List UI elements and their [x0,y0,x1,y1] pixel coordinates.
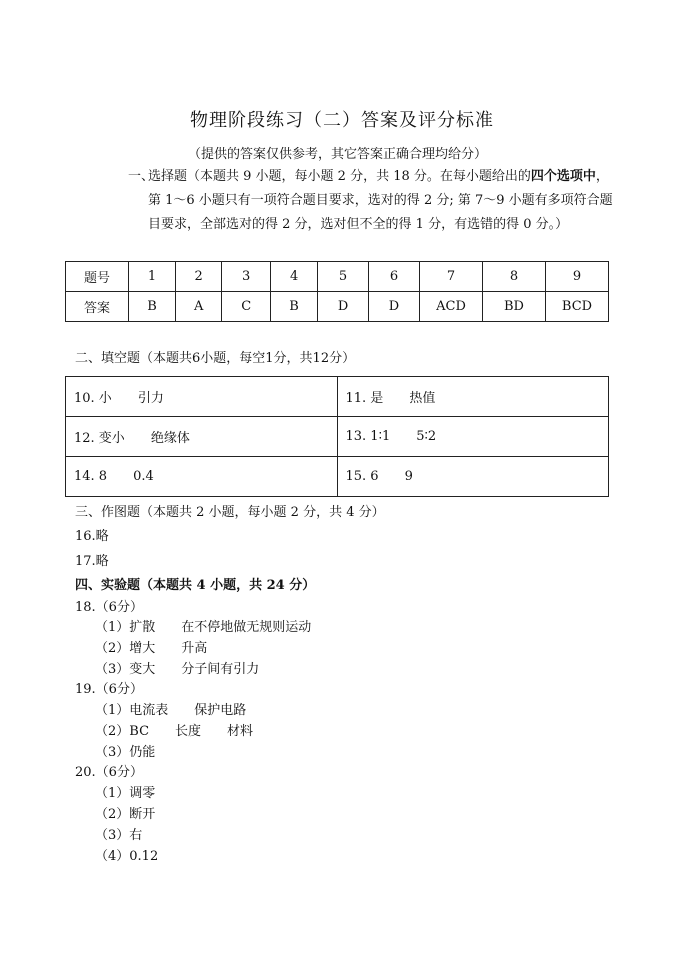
answer-text: （1）扩散 [95,620,156,635]
section-1-instructions [128,165,614,237]
table-cell: B [271,292,318,322]
answer-text: （2）增大 [95,641,156,656]
answer-text: 热值 [409,391,436,406]
section-2-heading: 二、填空题（本题共6小题，每空1分，共12分） [75,351,356,366]
answer-line: （4）0.12 [95,849,159,864]
answer-line [95,616,311,635]
answer-17: 17.略 [75,554,109,569]
answer-text: （2）BC [95,724,150,739]
section-4-heading: 四、实验题（本题共 4 小题，共 24 分） [75,578,316,593]
table-cell [337,377,609,417]
section-1-text-part: 选择题（本题共 9 小题，每小题 2 分，共 18 分。在每小题给出的 [148,169,531,184]
table-row [66,377,609,417]
answer-text: （3）仍能 [95,745,156,760]
answer-text: 长度 [175,724,202,739]
scoring-note: （提供的答案仅供参考，其它答案正确合理均给分） [188,147,488,162]
answer-text: 升高 [181,641,208,656]
table-row [66,457,609,497]
table-row-answers [66,292,609,322]
table-cell: BD [483,292,546,322]
answer-line: （1）调零 [95,786,156,801]
answer-text: 11. 是 [345,391,384,406]
answer-line: （3）右 [95,828,143,843]
table-cell [66,457,338,497]
question-20-label: 20.（6分） [75,765,143,780]
answer-line [95,720,253,739]
answer-text: （1）电流表 [95,703,169,718]
choice-answer-table [65,261,609,322]
table-cell: 6 [369,262,420,292]
table-cell: 2 [176,262,222,292]
answer-text: 10. 小 [74,391,112,406]
table-cell [337,417,609,457]
answer-text: 分子间有引力 [181,662,260,677]
section-1-text-bold: 四个选项中 [530,169,596,184]
section-1-label: 一、 [128,169,155,184]
answer-line [95,699,246,718]
answer-line: （2）断开 [95,807,156,822]
answer-text: 9 [404,469,413,484]
answer-line [95,658,259,677]
table-cell: BCD [546,292,609,322]
answer-text: 14. 8 [74,469,108,484]
table-cell: C [222,292,271,322]
table-cell: B [129,292,176,322]
table-cell: ACD [420,292,483,322]
section-1-text-part: ，第 1～6 小题只有一项符合题目要求，选对的得 2 分; 第 7～9 小题有多项符合题目要求，全部选对的得 2 分，选对但不全的得 1 分，有选错的得 0 分。） [148,169,613,232]
answer-text: 在不停地做无规则运动 [181,620,312,635]
table-cell: A [176,292,222,322]
table-cell: 答案 [66,292,129,322]
answer-line [95,741,155,760]
table-cell: 3 [222,262,271,292]
table-cell: 题号 [66,262,129,292]
table-row [66,417,609,457]
table-cell: 9 [546,262,609,292]
table-cell: 7 [420,262,483,292]
answer-text: 引力 [137,391,164,406]
question-19-label: 19.（6分） [75,682,143,697]
page-title: 物理阶段练习（二）答案及评分标准 [190,110,494,131]
answer-16: 16.略 [75,529,109,544]
answer-text: 12. 变小 [74,431,125,446]
table-cell [337,457,609,497]
answer-text: 保护电路 [194,703,247,718]
section-1-text [148,165,614,237]
answer-text: （3）变大 [95,662,156,677]
section-3-heading: 三、作图题（本题共 2 小题，每小题 2 分，共 4 分） [75,505,385,520]
answer-text: 13. 1∶1 [345,429,391,444]
table-cell [66,377,338,417]
table-cell: 5 [318,262,369,292]
table-cell: 4 [271,262,318,292]
table-cell: 1 [129,262,176,292]
table-cell: 8 [483,262,546,292]
answer-text: 15. 6 [345,469,379,484]
table-cell: D [318,292,369,322]
answer-text: 0.4 [133,469,154,484]
table-cell [66,417,338,457]
fill-blank-answer-table [65,376,609,497]
answer-text: 绝缘体 [150,431,190,446]
answer-text: 材料 [227,724,254,739]
table-row-question-numbers [66,262,609,292]
question-18-label: 18.（6分） [75,600,143,615]
answer-line [95,637,207,656]
answer-text: 5∶2 [416,429,437,444]
table-cell: D [369,292,420,322]
